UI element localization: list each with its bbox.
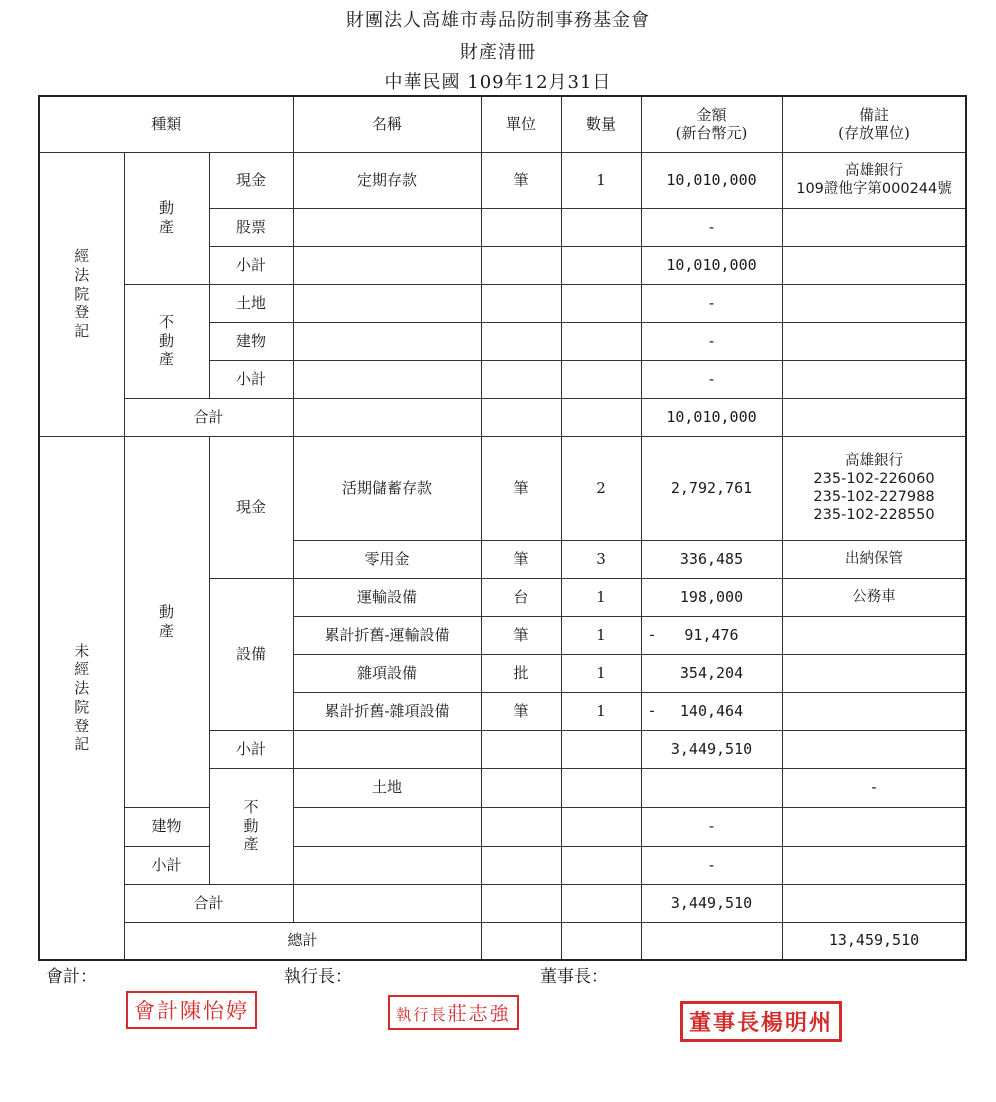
item-unit: 筆	[481, 540, 561, 578]
item-remark: 高雄銀行 235-102-226060 235-102-227988 235-102-228550	[782, 436, 966, 540]
item-name: 運輸設備	[293, 578, 481, 616]
property-register-table	[38, 95, 967, 961]
item-amount: 140,464	[679, 701, 744, 720]
table-row	[39, 436, 966, 540]
row-total: 合計	[124, 884, 293, 922]
grand-total-row	[39, 922, 966, 960]
col-amount: 金額 (新台幣元)	[641, 96, 782, 152]
item-remark: 出納保管	[782, 540, 966, 578]
item-unit: 筆	[481, 616, 561, 654]
col-type: 種類	[39, 96, 293, 152]
table-row	[39, 152, 966, 208]
row-land: 土地	[209, 284, 293, 322]
category-immovable: 不 動 產	[124, 284, 209, 398]
subtotal-amount: -	[641, 846, 782, 884]
total-amount: 3,449,510	[641, 884, 782, 922]
col-unit: 單位	[481, 96, 561, 152]
category-immovable: 不 動 產	[209, 768, 293, 884]
header-row	[39, 96, 966, 152]
table-row	[39, 807, 966, 846]
grand-total-amount: 13,459,510	[782, 922, 966, 960]
item-qty: 3	[561, 540, 641, 578]
col-remarks: 備註 (存放單位)	[782, 96, 966, 152]
row-subtotal: 小計	[209, 360, 293, 398]
item-name: 累計折舊-運輸設備	[293, 616, 481, 654]
minus-sign: -	[647, 625, 657, 644]
item-qty: 1	[561, 578, 641, 616]
table-row	[39, 398, 966, 436]
row-subtotal: 小計	[124, 846, 209, 884]
row-cash: 現金	[209, 152, 293, 208]
item-name: 累計折舊-雜項設備	[293, 692, 481, 730]
item-remark: 高雄銀行 109證他字第000244號	[782, 152, 966, 208]
row-stock: 股票	[209, 208, 293, 246]
ceo-label: 執行長：	[284, 967, 352, 987]
item-remark: 公務車	[782, 578, 966, 616]
table-row	[39, 284, 966, 322]
item-amount: 336,485	[641, 540, 782, 578]
chair-seal: 董事長楊明州	[680, 1001, 842, 1042]
item-amount: -	[641, 807, 782, 846]
col-qty: 數量	[561, 96, 641, 152]
section-registered: 經 法 院 登 記	[39, 152, 124, 436]
organization-title: 財團法人高雄市毒品防制事務基金會	[346, 10, 650, 31]
row-building: 建物	[209, 322, 293, 360]
ceo-seal-title: 執行長	[396, 1006, 448, 1024]
signature-labels	[0, 962, 996, 992]
item-qty: 1	[561, 654, 641, 692]
item-amount: -	[641, 284, 782, 322]
item-unit: 批	[481, 654, 561, 692]
row-subtotal: 小計	[209, 730, 293, 768]
section-unregistered: 未 經 法 院 登 記	[39, 436, 124, 960]
accountant-label: 會計：	[46, 967, 97, 987]
row-building: 建物	[124, 807, 209, 846]
item-unit: 筆	[481, 692, 561, 730]
item-unit: 筆	[481, 152, 561, 208]
item-amount: 354,204	[641, 654, 782, 692]
item-amount-cell	[641, 692, 782, 730]
total-amount: 10,010,000	[641, 398, 782, 436]
category-movable: 動 產	[124, 152, 209, 284]
category-movable: 動 產	[124, 436, 209, 807]
item-qty: 1	[561, 152, 641, 208]
ceo-seal	[388, 995, 519, 1030]
item-amount: 10,010,000	[641, 152, 782, 208]
subtotal-amount: 3,449,510	[641, 730, 782, 768]
row-land: 土地	[293, 768, 481, 807]
report-date: 中華民國 109年12月31日	[384, 72, 612, 93]
item-unit: 筆	[481, 436, 561, 540]
subtotal-amount: 10,010,000	[641, 246, 782, 284]
item-amount: 91,476	[684, 625, 739, 644]
item-qty: 1	[561, 692, 641, 730]
minus-sign: -	[647, 701, 657, 720]
row-equipment: 設備	[209, 578, 293, 730]
item-name: 零用金	[293, 540, 481, 578]
row-grand-total: 總計	[124, 922, 481, 960]
chair-label: 董事長：	[540, 967, 608, 987]
document-title: 財產清冊	[460, 42, 536, 63]
item-name: 雜項設備	[293, 654, 481, 692]
accountant-seal: 會計陳怡婷	[126, 991, 257, 1029]
item-amount: -	[782, 768, 966, 807]
item-amount: -	[641, 322, 782, 360]
row-cash: 現金	[209, 436, 293, 578]
col-name: 名稱	[293, 96, 481, 152]
item-name: 活期儲蓄存款	[293, 436, 481, 540]
table-row	[39, 884, 966, 922]
item-amount: 2,792,761	[641, 436, 782, 540]
item-amount-cell	[641, 616, 782, 654]
item-amount: -	[641, 208, 782, 246]
item-qty: 1	[561, 616, 641, 654]
table-row	[39, 846, 966, 884]
item-name: 定期存款	[293, 152, 481, 208]
item-amount: 198,000	[641, 578, 782, 616]
item-qty: 2	[561, 436, 641, 540]
row-subtotal: 小計	[209, 246, 293, 284]
row-total: 合計	[124, 398, 293, 436]
subtotal-amount: -	[641, 360, 782, 398]
ceo-seal-name: 莊志強	[447, 1003, 511, 1025]
item-unit: 台	[481, 578, 561, 616]
